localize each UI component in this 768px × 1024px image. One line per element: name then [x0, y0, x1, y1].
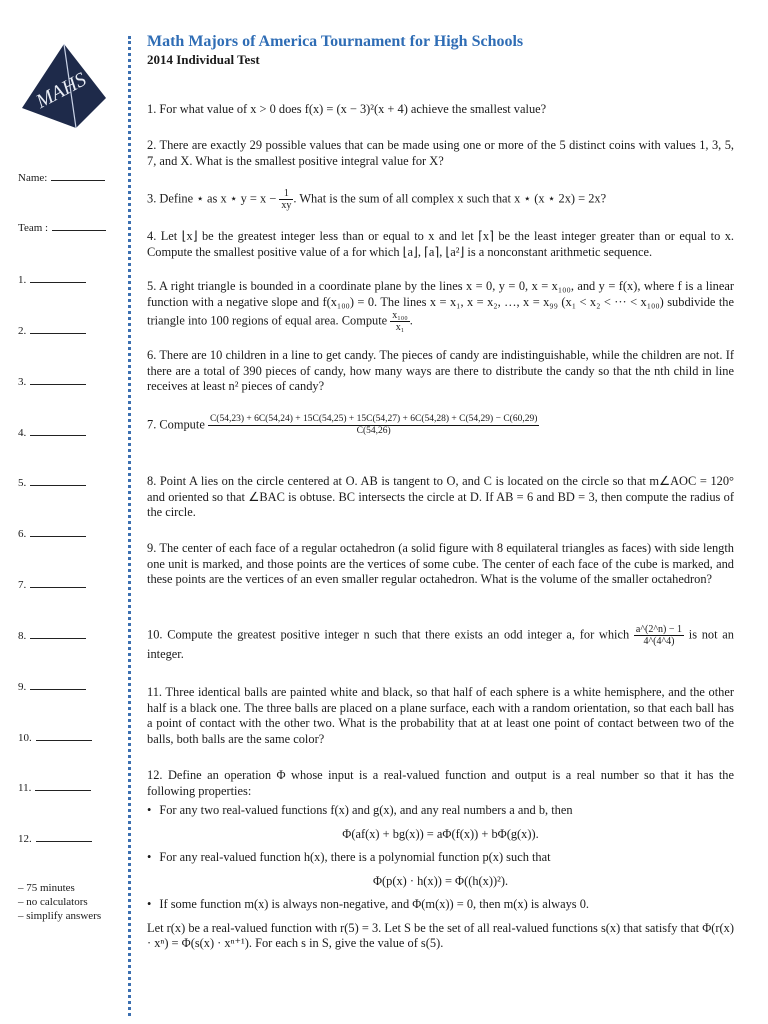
question-6: 6. There are 10 children in a line to get candy. The pieces of candy are indistinguishable, while the children are not. If there are a total of 390 pieces of candy, how many ways are there to distribute the candy so that the nth child in line receives at least n² pieces of candy?	[147, 348, 734, 393]
answer-6[interactable]: 6.	[18, 528, 86, 540]
fraction: C(54,23) + 6C(54,24) + 15C(54,25) + 15C(54,27) + 6C(54,28) + C(54,29) − C(60,29) C(54,26)	[209, 414, 538, 436]
question-5: 5. A right triangle is bounded in a coordinate plane by the lines x = 0, y = 0, x = x₁₀₀, and y = f(x), where f is a linear function with a negative slope and f(x₁₀₀) = 0. The lines x = x₁, x = x₂, …, x = x₉₉ (x₁ < x₂ < ··· < x₁₀₀) subdivide the triangle into 100 regions of equal area. Compute $\frac{\text{x₁₀₀}}{\text{x₁}}$ .	[147, 279, 734, 333]
name-field[interactable]	[18, 172, 105, 184]
answer-9[interactable]: 9.	[18, 681, 86, 693]
note-calculators: – no calculators	[18, 896, 88, 908]
answer-5[interactable]: 5.	[18, 477, 86, 489]
question-9: 9. The center of each face of a regular octahedron (a solid figure with 8 equilateral triangles as faces) with side length one unit is marked, and those points are the vertices of some cube. The center of each face of the cube is marked, and these points are the vertices of an even smaller regular octahedron. What is the volume of the smaller octahedron?	[147, 541, 734, 586]
question-3: 3. Define ⋆ as x ⋆ y = x − $\frac{1}{xy}$ . What is the sum of all complex x such that x ⋆ (x ⋆ 2x) = 2x?	[147, 188, 607, 211]
page-title: Math Majors of America Tournament for High Schools	[147, 33, 524, 50]
note-time: – 75 minutes	[18, 882, 75, 894]
question-sheet	[147, 33, 734, 950]
fraction: $\frac{a\^{}(2\^{}n) - 1}{4\^{}(4\^{}4)}$	[635, 624, 683, 647]
property-1: • For any two real-valued functions f(x) and g(x), and any real numbers a and b, then	[161, 803, 734, 819]
equation-1: Φ(af(x) + bg(x)) = aΦ(f(x)) + bΦ(g(x)).	[342, 826, 539, 841]
question-7: 7. Compute C(54,23) + 6C(54,24) + 15C(54,25) + 15C(54,27) + 6C(54,28) + C(54,29) − C(60,29) C(54,26)	[147, 414, 538, 436]
question-4: 4. Let ⌊x⌋ be the greatest integer less than or equal to x and let ⌈x⌉ be the least integer greater than or equal to x. Compute the smallest positive value of a for which ⌊a⌋, ⌈a⌉, ⌊a²⌋ is a nonconstant arithmetic sequence.	[147, 229, 734, 259]
question-8: 8. Point A lies on the circle centered at O. AB is tangent to O, and C is located on the circle so that m∠AOC = 120° and oriented so that ∠BAC is obtuse. BC intersects the circle at D. If AB = 6 and BD = 3, then compute the radius of the circle.	[147, 474, 734, 519]
answer-10[interactable]: 10.	[18, 732, 92, 744]
property-2: • For any real-valued function h(x), there is a polynomial function p(x) such that	[161, 850, 734, 866]
logo-text: MAHS	[32, 68, 90, 113]
answer-4[interactable]: 4.	[18, 427, 86, 439]
question-12: 12. Define an operation Φ whose input is a real-valued function and output is a real number so that it has the following properties: • For any two real-valued functions f(x) and g(x), and any real numbers a and b, then Φ(af(x) + bg(x)) = aΦ(f(x)) + bΦ(g(x)). • For any real-valued function h(x), there is a polynomial function p(x) such that Φ(p(x) · h(x)) = Φ((h(x))²). • If some function m(x) is always non-negative, and Φ(m(x)) = 0, then m(x) is always 0. Let r(x) be a real-valued function with r(5) = 3. Let S be the set of all real-valued functions s(x) that satisfy that Φ(r(x) · xⁿ) = Φ(s(x) · xⁿ⁺¹). For each s in S, give the value of s(5).	[147, 768, 734, 952]
answer-12[interactable]: 12.	[18, 833, 92, 845]
question-2: 2. There are exactly 29 possible values that can be made using one or more of the 5 distinct coins with values 1, 3, 5, 7, and X. What is the smallest positive integral value for X?	[147, 138, 734, 168]
property-3: • If some function m(x) is always non-negative, and Φ(m(x)) = 0, then m(x) is always 0.	[161, 897, 734, 913]
sidebar	[0, 0, 128, 1024]
page-subtitle: 2014 Individual Test	[147, 51, 260, 67]
test-notes	[18, 881, 101, 923]
answer-7[interactable]: 7.	[18, 579, 86, 591]
question-12-final: Let r(x) be a real-valued function with r(5) = 3. Let S be the set of all real-valued functions s(x) that satisfy that Φ(r(x) · xⁿ) = Φ(s(x) · xⁿ⁺¹). For each s in S, give the value of s(5).	[147, 920, 734, 950]
question-11: 11. Three identical balls are painted white and black, so that half of each sphere is a white hemisphere, and the other half is a black one. The three balls are placed on a plane surface, each with a random orientation, so that each ball has a point of contact with the other two. What is the probability that at at least one point of contact between two of the balls, both balls are the same color?	[147, 685, 734, 746]
answer-1[interactable]: 1.	[18, 274, 86, 286]
answer-2[interactable]: 2.	[18, 325, 86, 337]
team-field[interactable]	[18, 222, 106, 234]
pyramid-logo-icon	[18, 40, 110, 132]
name-label: Name:	[18, 172, 48, 184]
dotted-divider	[128, 36, 131, 1016]
answer-3[interactable]: 3.	[18, 376, 86, 388]
answer-11[interactable]: 11.	[18, 782, 91, 794]
equation-2: Φ(p(x) · h(x)) = Φ((h(x))²).	[372, 873, 509, 888]
team-label: Team :	[18, 222, 49, 234]
answer-8[interactable]: 8.	[18, 630, 86, 642]
question-10: 10. Compute the greatest positive integer n such that there exists an odd integer a, for which $\frac{a\^{}(2\^{}n) - 1}{4\^{}(4\^{}4)}$ is not an integer.	[147, 624, 734, 661]
fraction: $\frac{\text{x₁₀₀}}{\text{x₁}}$	[392, 310, 408, 333]
fraction: $\frac{1}{xy}$	[281, 188, 292, 211]
note-simplify: – simplify answers	[18, 910, 102, 922]
question-1: 1. For what value of x > 0 does f(x) = (x − 3)²(x + 4) achieve the smallest value?	[147, 102, 547, 116]
